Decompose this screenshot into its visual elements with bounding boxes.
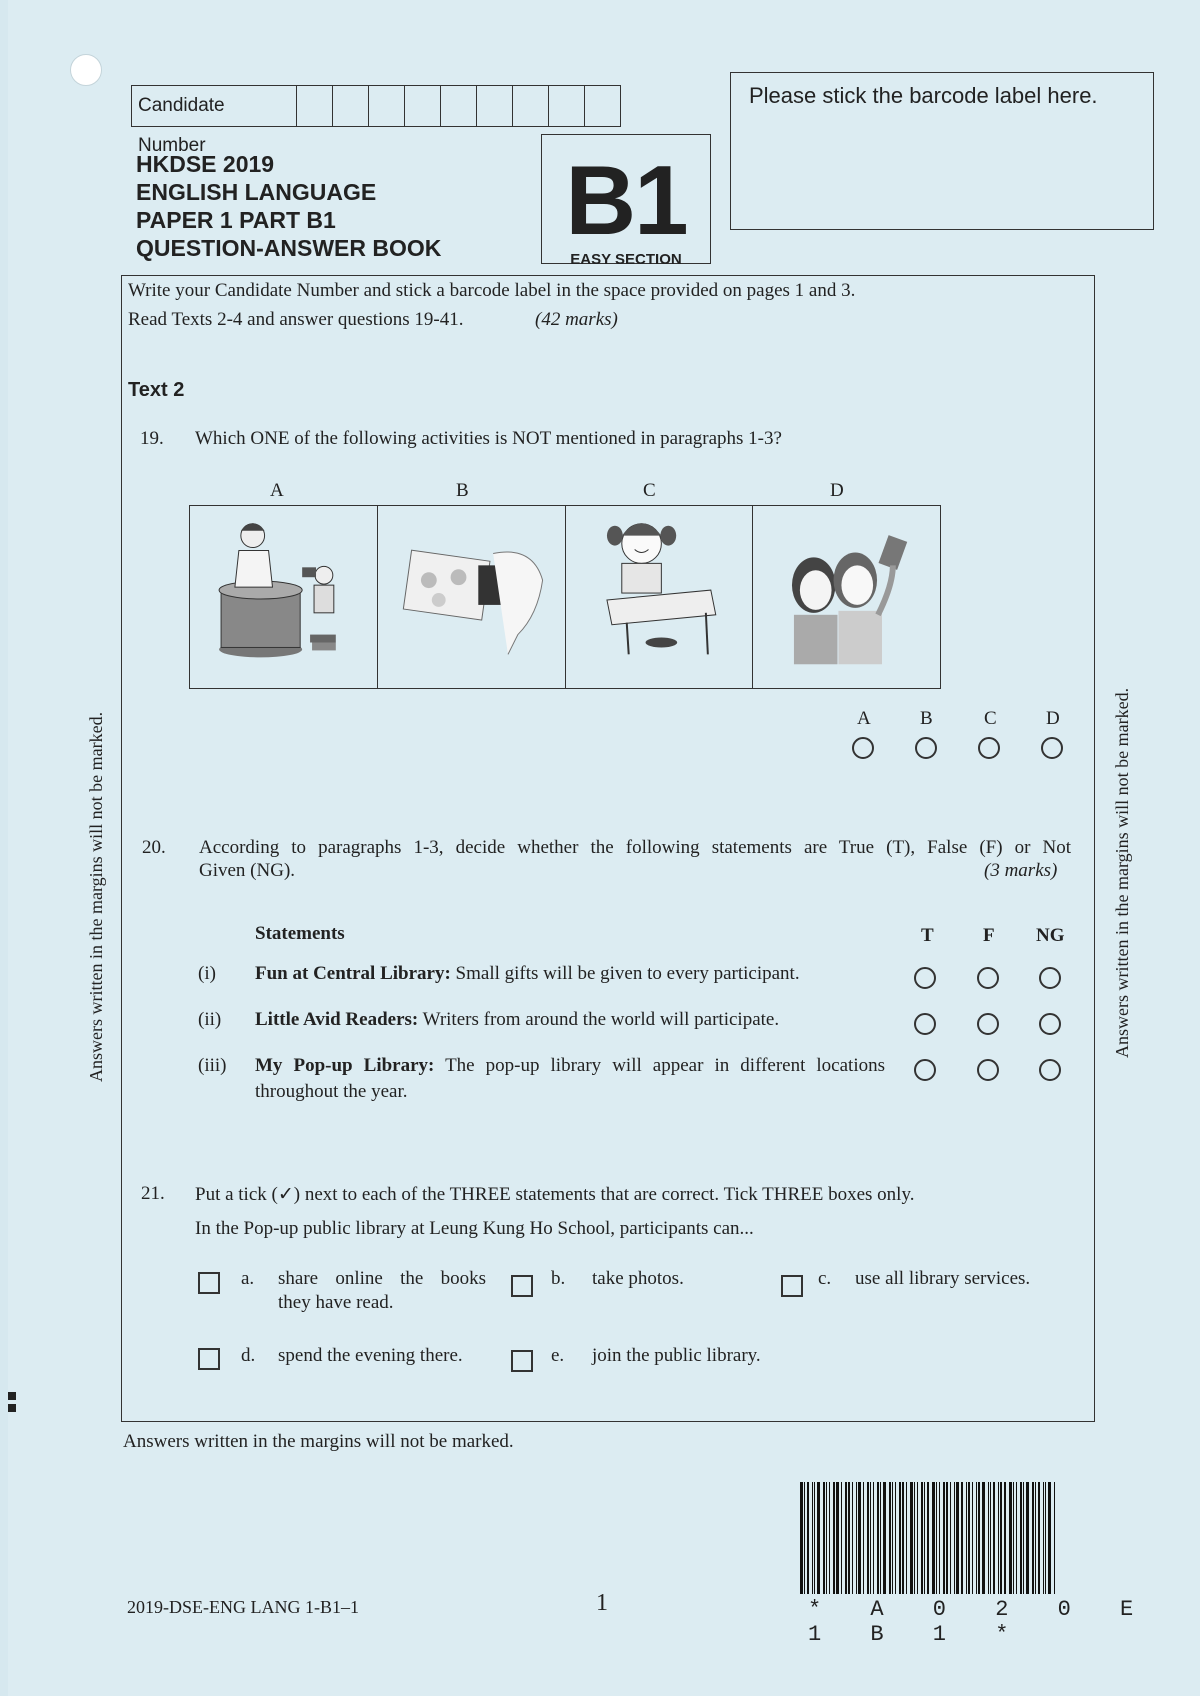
statement-number: (i) <box>198 963 216 984</box>
candidate-digit-box[interactable] <box>369 86 405 126</box>
option-label-a: A <box>857 708 871 729</box>
barcode-bar <box>982 1482 985 1594</box>
barcode-bar <box>910 1482 913 1594</box>
q20-i-ng-bubble[interactable] <box>1039 967 1061 989</box>
statement-row <box>255 1009 779 1031</box>
barcode-bar <box>867 1482 869 1594</box>
barcode-bar <box>856 1482 857 1594</box>
q20-ii-ng-bubble[interactable] <box>1039 1013 1061 1035</box>
section-name: EASY SECTION <box>570 251 682 268</box>
instruction-marks: (42 marks) <box>535 309 618 330</box>
barcode-bar <box>943 1482 945 1594</box>
q20-marks: (3 marks) <box>984 860 1058 881</box>
barcode-bar <box>880 1482 881 1594</box>
statement-row <box>255 1055 885 1077</box>
q21-option-letter: c. <box>818 1268 832 1289</box>
barcode-bar <box>841 1482 842 1594</box>
barcode-bar <box>823 1482 825 1594</box>
registration-mark <box>8 1404 16 1412</box>
q21-checkbox-e[interactable] <box>511 1350 533 1372</box>
barcode-bar <box>914 1482 915 1594</box>
q20-i-true-bubble[interactable] <box>914 967 936 989</box>
barcode-bar <box>1023 1482 1024 1594</box>
q21-checkbox-b[interactable] <box>511 1275 533 1297</box>
barcode-bar <box>936 1482 937 1594</box>
statement-text: Small gifts will be given to every participant. <box>450 963 800 984</box>
footer-paper-code: 2019-DSE-ENG LANG 1-B1–1 <box>127 1597 359 1617</box>
punch-hole <box>70 54 102 86</box>
option-label-c: C <box>984 708 997 729</box>
statement-title: My Pop-up Library: <box>255 1055 435 1076</box>
barcode-bar <box>917 1482 918 1594</box>
q19-option-b-bubble[interactable] <box>915 737 937 759</box>
right-margin-note: Answers written in the margins will not be marked. <box>1112 687 1132 1058</box>
barcode-bar <box>1045 1482 1046 1594</box>
q19-option-d-bubble[interactable] <box>1041 737 1063 759</box>
barcode-bar <box>976 1482 977 1594</box>
barcode-bar <box>1013 1482 1014 1594</box>
barcode-bar <box>961 1482 963 1594</box>
registration-mark <box>8 1392 16 1400</box>
barcode-bar <box>950 1482 951 1594</box>
barcode-bar <box>1004 1482 1006 1594</box>
q19-option-a-bubble[interactable] <box>852 737 874 759</box>
candidate-digit-box[interactable] <box>405 86 441 126</box>
barcode-bar <box>972 1482 973 1594</box>
barcode-bar <box>939 1482 940 1594</box>
bottom-margin-note: Answers written in the margins will not be marked. <box>123 1431 514 1452</box>
candidate-digit-box[interactable] <box>297 86 333 126</box>
barcode-bar <box>1043 1482 1044 1594</box>
q21-option-text: join the public library. <box>592 1345 761 1366</box>
picture-b-phone-photo <box>378 506 566 688</box>
barcode-bar <box>968 1482 970 1594</box>
text-heading: Text 2 <box>128 379 185 401</box>
barcode-bar <box>852 1482 853 1594</box>
exam-page <box>8 0 1200 1696</box>
q21-number: 21. <box>141 1183 165 1204</box>
candidate-digit-box[interactable] <box>585 86 620 126</box>
paper-title <box>136 150 441 262</box>
statement-number: (iii) <box>198 1055 227 1076</box>
false-header: F <box>983 925 995 946</box>
q19-option-c-bubble[interactable] <box>978 737 1000 759</box>
barcode-bar <box>927 1482 929 1594</box>
barcode-bar <box>889 1482 891 1594</box>
left-margin-note: Answers written in the margins will not be marked. <box>86 711 106 1082</box>
barcode-bar <box>829 1482 830 1594</box>
statements-header: Statements <box>255 923 345 944</box>
candidate-digit-box[interactable] <box>513 86 549 126</box>
true-header: T <box>921 925 934 946</box>
barcode-bar <box>858 1482 861 1594</box>
barcode-bar <box>1035 1482 1036 1594</box>
q21-checkbox-d[interactable] <box>198 1348 220 1370</box>
q20-iii-ng-bubble[interactable] <box>1039 1059 1061 1081</box>
candidate-digit-box[interactable] <box>333 86 369 126</box>
barcode-bar <box>870 1482 871 1594</box>
q21-checkbox-c[interactable] <box>781 1275 803 1297</box>
barcode-bar <box>990 1482 991 1594</box>
q21-option-letter: e. <box>551 1345 565 1366</box>
barcode-bar <box>1020 1482 1022 1594</box>
exam-line: PAPER 1 PART B1 <box>136 207 336 233</box>
barcode-bar <box>1054 1482 1055 1594</box>
statement-text-continued: throughout the year. <box>255 1081 408 1102</box>
q21-option-text: use all library services. <box>855 1268 1031 1289</box>
barcode-label-area[interactable] <box>730 72 1154 230</box>
q20-iii-false-bubble[interactable] <box>977 1059 999 1081</box>
barcode-bar <box>895 1482 896 1594</box>
barcode-bar <box>817 1482 820 1594</box>
barcode-bar <box>906 1482 907 1594</box>
candidate-digit-box[interactable] <box>477 86 513 126</box>
barcode-bar <box>924 1482 925 1594</box>
candidate-number-field[interactable] <box>131 85 621 156</box>
picture-a-librarian <box>190 506 378 688</box>
section-badge <box>541 134 711 268</box>
barcode-instruction: Please stick the barcode label here. <box>749 83 1098 108</box>
option-label-b: B <box>920 708 933 729</box>
candidate-digit-box[interactable] <box>549 86 585 126</box>
barcode-bar <box>998 1482 999 1594</box>
q21-option-text: take photos. <box>592 1268 684 1289</box>
barcode-bar <box>883 1482 886 1594</box>
candidate-digit-box[interactable] <box>441 86 477 126</box>
barcode-bar <box>892 1482 893 1594</box>
barcode-bar <box>800 1482 803 1594</box>
barcode-bar <box>863 1482 864 1594</box>
statement-number: (ii) <box>198 1009 222 1030</box>
barcode-bar <box>845 1482 847 1594</box>
barcode-bar <box>1016 1482 1017 1594</box>
barcode-bar <box>902 1482 904 1594</box>
not-given-header: NG <box>1036 925 1065 946</box>
page-number: 1 <box>596 1590 608 1616</box>
q21-option-text-continued: they have read. <box>278 1292 394 1313</box>
barcode-bar <box>877 1482 879 1594</box>
q21-sub-prompt: In the Pop-up public library at Leung Kung Ho School, participants can... <box>195 1218 754 1239</box>
phone-photo-illustration <box>378 506 565 688</box>
selfie-illustration <box>753 506 940 688</box>
barcode-bar <box>1038 1482 1040 1594</box>
q20-iii-true-bubble[interactable] <box>914 1059 936 1081</box>
barcode-bar <box>966 1482 967 1594</box>
barcode-bar <box>812 1482 813 1594</box>
barcode-bar <box>1009 1482 1012 1594</box>
statement-title: Little Avid Readers: <box>255 1009 419 1030</box>
q20-prompt-line-1: According to paragraphs 1-3, decide whether the following statements are True (T), False (F) or Not <box>199 837 1071 858</box>
barcode-bar <box>836 1482 839 1594</box>
barcode-bar <box>978 1482 980 1594</box>
statement-title: Fun at Central Library: <box>255 963 451 984</box>
exam-line: QUESTION-ANSWER BOOK <box>136 235 442 261</box>
q20-prompt-line-2: Given (NG). <box>199 860 296 881</box>
barcode-bar <box>814 1482 815 1594</box>
q20-i-false-bubble[interactable] <box>977 967 999 989</box>
barcode-bar <box>1032 1482 1034 1594</box>
q21-option-text: share online the books <box>278 1268 486 1289</box>
exam-line: ENGLISH LANGUAGE <box>136 179 377 205</box>
barcode-bar <box>1048 1482 1051 1594</box>
barcode-bar <box>833 1482 835 1594</box>
barcode-bar <box>988 1482 989 1594</box>
q19-prompt: Which ONE of the following activities is NOT mentioned in paragraphs 1-3? <box>195 428 782 449</box>
picture-label-a: A <box>270 480 284 501</box>
barcode-text: * A 0 2 0 E 1 B 1 * <box>808 1597 1152 1647</box>
q20-ii-false-bubble[interactable] <box>977 1013 999 1035</box>
q21-checkbox-a[interactable] <box>198 1272 220 1294</box>
barcode-bar <box>899 1482 901 1594</box>
barcode-bar <box>954 1482 955 1594</box>
picture-c-girl-drawing <box>566 506 754 688</box>
statement-text: Writers from around the world will participate. <box>418 1009 780 1030</box>
section-code: B1 <box>565 145 687 255</box>
q21-option-text: spend the evening there. <box>278 1345 463 1366</box>
q21-option-letter: a. <box>241 1268 255 1289</box>
picture-label-d: D <box>830 480 844 501</box>
candidate-number-label: Candidate Number <box>132 86 297 126</box>
barcode-bar <box>993 1482 995 1594</box>
instruction-line-2: Read Texts 2-4 and answer questions 19-41. <box>128 309 464 330</box>
barcode-bar <box>804 1482 805 1594</box>
option-label-d: D <box>1046 708 1060 729</box>
barcode-bar <box>1026 1482 1029 1594</box>
barcode-bar <box>807 1482 809 1594</box>
q19-number: 19. <box>140 428 164 449</box>
barcode-bar <box>826 1482 827 1594</box>
barcode-bar <box>1000 1482 1002 1594</box>
barcode-bar <box>921 1482 923 1594</box>
barcode-bar <box>932 1482 935 1594</box>
picture-label-c: C <box>643 480 656 501</box>
q20-ii-true-bubble[interactable] <box>914 1013 936 1035</box>
statement-text: The pop-up library will appear in different locations <box>434 1055 886 1076</box>
picture-label-b: B <box>456 480 469 501</box>
instruction-line-1: Write your Candidate Number and stick a barcode label in the space provided on pages 1 and 3. <box>128 280 856 301</box>
statement-row <box>255 963 800 985</box>
barcode-bar <box>848 1482 850 1594</box>
librarian-illustration <box>190 506 377 688</box>
exam-line: HKDSE 2019 <box>136 151 275 177</box>
barcode-bar <box>956 1482 959 1594</box>
picture-d-selfie <box>753 506 940 688</box>
q19-pictures <box>189 505 941 689</box>
q21-option-letter: d. <box>241 1345 256 1366</box>
barcode-bar <box>873 1482 874 1594</box>
q21-option-letter: b. <box>551 1268 566 1289</box>
girl-drawing-illustration <box>566 506 753 688</box>
q20-number: 20. <box>142 837 166 858</box>
barcode <box>800 1482 1150 1594</box>
barcode-bar <box>946 1482 948 1594</box>
q21-prompt: Put a tick (✓) next to each of the THREE statements that are correct. Tick THREE boxes only. <box>195 1184 915 1205</box>
